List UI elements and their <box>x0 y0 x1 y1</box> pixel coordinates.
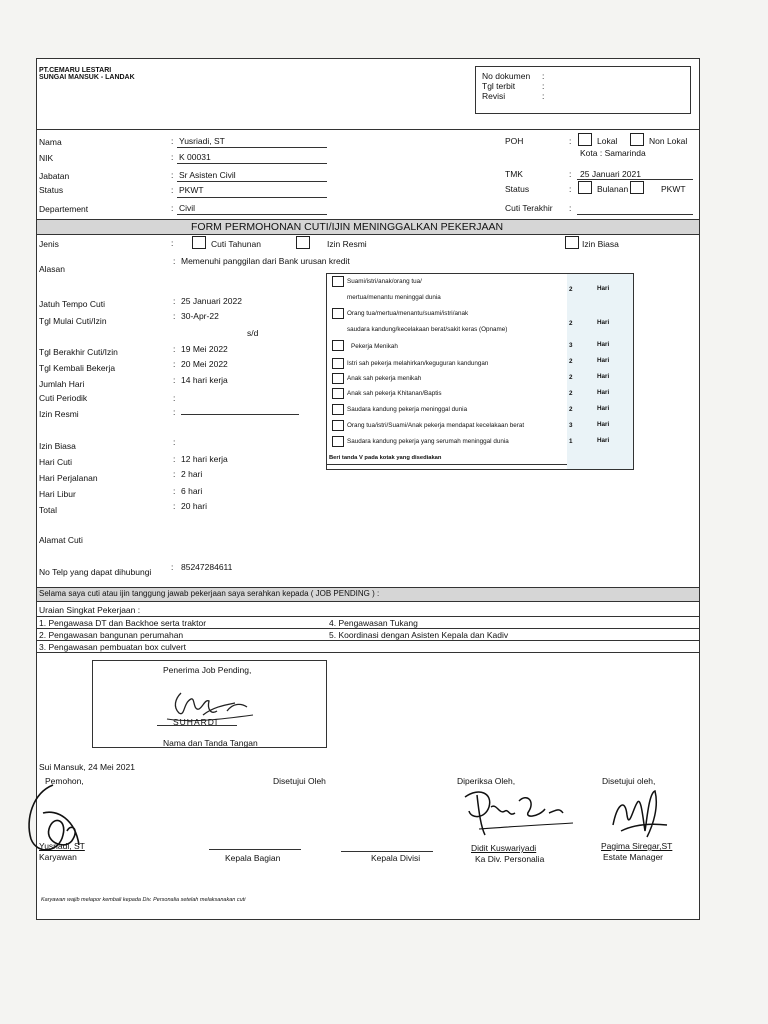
hari-label: Hari <box>597 421 610 428</box>
underline <box>157 725 237 726</box>
reason-text: Anak sah pekerja menikah <box>347 375 422 382</box>
colon: : <box>173 486 176 496</box>
tmk-value: 25 Januari 2021 <box>580 169 641 179</box>
colon: : <box>173 437 176 447</box>
penerima-box <box>92 660 327 748</box>
reason-text: Suami/istri/anak/orang tua/ <box>347 278 422 285</box>
divider <box>37 628 699 629</box>
signer-5-name: Pagima Siregar,ST <box>601 841 673 851</box>
colon: : <box>542 81 545 91</box>
leave-form-page <box>36 58 700 920</box>
colon: : <box>171 238 174 248</box>
reason-checkbox[interactable] <box>332 358 344 369</box>
total-label: Total <box>39 505 57 515</box>
tgl-mulai-value: 30-Apr-22 <box>181 311 219 321</box>
disetujui2-label: Disetujui oleh, <box>602 776 656 786</box>
reason-text: saudara kandung/kecelakaan berat/sakit keras (Opname) <box>347 326 508 333</box>
colon: : <box>569 169 572 179</box>
job-item: 4. Pengawasan Tukang <box>329 618 418 628</box>
penerima-label: Penerima Job Pending, <box>163 665 252 675</box>
footer-note: Karyawan wajib melapor kembali kepada Div. Personalia setelah melaksanakan cuti <box>41 897 246 903</box>
departement-value: Civil <box>179 203 196 213</box>
reason-checkbox[interactable] <box>332 388 344 399</box>
diperiksa-label: Diperiksa Oleh, <box>457 776 516 786</box>
signer-5-role: Estate Manager <box>603 852 664 862</box>
hari-cuti-value: 12 hari kerja <box>181 454 228 464</box>
jenis-label: Jenis <box>39 239 59 249</box>
pkwt-checkbox[interactable] <box>630 181 644 194</box>
signature-line <box>209 849 301 850</box>
nama-value: Yusriadi, ST <box>179 136 225 146</box>
underline <box>577 179 693 180</box>
signer-3-role: Kepala Divisi <box>371 853 421 863</box>
disetujui-label: Disetujui Oleh <box>273 776 326 786</box>
izin-biasa-field-label: Izin Biasa <box>39 441 76 451</box>
job-item: 3. Pengawasan pembuatan box culvert <box>39 642 186 652</box>
kota-value: Kota : Samarinda <box>580 148 646 158</box>
form-title: FORM PERMOHONAN CUTI/IJIN MENINGGALKAN PEKERJAAN <box>191 221 504 233</box>
penerima-name: SUHARDI <box>173 717 219 727</box>
signature-line <box>341 851 433 852</box>
nik-value: K 00031 <box>179 152 211 162</box>
izin-resmi-table <box>326 273 634 470</box>
hari-label: Hari <box>597 373 610 380</box>
jabatan-label: Jabatan <box>39 171 70 181</box>
underline <box>177 214 327 215</box>
uraian-label: Uraian Singkat Pekerjaan : <box>39 605 141 615</box>
colon: : <box>171 203 174 213</box>
alasan-label: Alasan <box>39 264 65 274</box>
reason-text: Saudara kandung pekerja meninggal dunia <box>347 406 468 413</box>
non-lokal-checkbox[interactable] <box>630 133 644 146</box>
nik-label: NIK <box>39 153 54 163</box>
job-item: 2. Pengawasan bangunan perumahan <box>39 630 184 640</box>
reason-text: mertua/menantu meninggal dunia <box>347 294 441 301</box>
reason-text: Orang tua/istri/Suami/Anak pekerja mendapat kecelakaan berat <box>347 422 525 429</box>
reason-text: Anak sah pekerja Khitanan/Baptis <box>347 390 442 397</box>
hari-label: Hari <box>597 357 610 364</box>
colon: : <box>171 185 174 195</box>
reason-checkbox[interactable] <box>332 373 344 384</box>
reason-text: Istri sah pekerja melahirkan/keguguran kandungan <box>347 360 489 367</box>
signer-1-name: Yusriadi, ST <box>39 841 85 851</box>
reason-days: 2 <box>569 374 573 381</box>
divider <box>37 129 699 130</box>
alasan-value: Memenuhi panggilan dari Bank urusan kredit <box>181 256 350 266</box>
status-value: PKWT <box>179 185 204 195</box>
izin-resmi-field-label: Izin Resmi <box>39 409 79 419</box>
divider <box>37 640 699 641</box>
reason-checkbox[interactable] <box>332 420 344 431</box>
signer-1-role: Karyawan <box>39 852 77 862</box>
alamat-cuti-label: Alamat Cuti <box>39 535 83 545</box>
colon: : <box>173 501 176 511</box>
colon: : <box>569 203 572 213</box>
izin-resmi-label: Izin Resmi <box>327 239 367 249</box>
hari-label: Hari <box>597 341 610 348</box>
reason-days: 3 <box>569 342 573 349</box>
hari-libur-value: 6 hari <box>181 486 203 496</box>
colon: : <box>171 170 174 180</box>
underline <box>327 464 567 465</box>
cuti-tahunan-label: Cuti Tahunan <box>211 239 261 249</box>
reason-days: 3 <box>569 422 573 429</box>
colon: : <box>173 359 176 369</box>
tgl-berakhir-label: Tgl Berakhir Cuti/Izin <box>39 347 118 357</box>
underline <box>177 163 327 164</box>
izin-resmi-checkbox[interactable] <box>296 236 310 249</box>
underline <box>177 181 327 182</box>
place-date: Sui Mansuk, 24 Mei 2021 <box>39 762 135 772</box>
colon: : <box>173 296 176 306</box>
job-pending-band <box>37 587 699 602</box>
reason-days: 2 <box>569 286 573 293</box>
lokal-checkbox[interactable] <box>578 133 592 146</box>
hari-label: Hari <box>597 389 610 396</box>
tgl-terbit-label: Tgl terbit <box>482 81 516 91</box>
departement-label: Departement <box>39 204 89 214</box>
approver-signature <box>603 785 683 847</box>
table-note: Beri tanda V pada kotak yang disediakan <box>329 455 442 461</box>
jumlah-hari-label: Jumlah Hari <box>39 379 85 389</box>
company-site: SUNGAI MANSUK - LANDAK <box>39 74 135 81</box>
hari-perjalanan-label: Hari Perjalanan <box>39 473 98 483</box>
jumlah-hari-value: 14 hari kerja <box>181 375 228 385</box>
bulanan-checkbox[interactable] <box>578 181 592 194</box>
hari-perjalanan-value: 2 hari <box>181 469 203 479</box>
reason-days: 2 <box>569 406 573 413</box>
hari-label: Hari <box>597 405 610 412</box>
colon: : <box>173 407 176 417</box>
reason-days: 1 <box>569 438 573 445</box>
colon: : <box>171 136 174 146</box>
jatuh-tempo-value: 25 Januari 2022 <box>181 296 242 306</box>
reason-checkbox[interactable] <box>332 436 344 447</box>
colon: : <box>173 256 176 266</box>
total-value: 20 hari <box>181 501 207 511</box>
reason-checkbox[interactable] <box>332 308 344 319</box>
diperiksa-signature <box>459 783 585 843</box>
no-dokumen-label: No dokumen <box>482 71 531 81</box>
reason-days: 2 <box>569 390 573 397</box>
signer-2-role: Kepala Bagian <box>225 853 281 863</box>
telp-value: 85247284611 <box>181 562 233 572</box>
jatuh-tempo-label: Jatuh Tempo Cuti <box>39 299 105 309</box>
izin-biasa-checkbox[interactable] <box>565 236 579 249</box>
jabatan-value: Sr Asisten Civil <box>179 170 236 180</box>
colon: : <box>173 454 176 464</box>
nama-ttd-label: Nama dan Tanda Tangan <box>163 738 258 748</box>
revisi-label: Revisi <box>482 91 506 101</box>
tgl-kembali-value: 20 Mei 2022 <box>181 359 228 369</box>
colon: : <box>173 393 176 403</box>
poh-label: POH <box>505 136 524 146</box>
job-item: 1. Pengawasa DT dan Backhoe serta traktor <box>39 618 207 628</box>
reason-days: 2 <box>569 358 573 365</box>
reason-text: Pekerja Menikah <box>351 343 398 350</box>
cuti-tahunan-checkbox[interactable] <box>192 236 206 249</box>
document-info-box <box>475 66 691 114</box>
hari-label: Hari <box>597 437 610 444</box>
pemohon-label: Pemohon, <box>45 776 84 786</box>
colon: : <box>173 344 176 354</box>
divider <box>37 616 699 617</box>
izin-biasa-label: Izin Biasa <box>582 239 619 249</box>
lokal-label: Lokal <box>597 136 618 146</box>
status-label: Status <box>39 185 64 195</box>
sd-text: s/d <box>247 328 259 338</box>
hari-cuti-label: Hari Cuti <box>39 457 73 467</box>
cuti-periodik-label: Cuti Periodik <box>39 393 88 403</box>
reason-checkbox[interactable] <box>332 404 344 415</box>
nama-label: Nama <box>39 137 62 147</box>
underline <box>577 214 693 215</box>
pkwt-label: PKWT <box>661 184 686 194</box>
colon: : <box>173 469 176 479</box>
reason-text: Saudara kandung pekerja yang serumah meninggal dunia <box>347 438 509 445</box>
underline <box>181 414 299 415</box>
hari-label: Hari <box>597 285 610 292</box>
status-right-label: Status <box>505 184 530 194</box>
reason-text: Orang tua/mertua/menantu/suami/istri/anak <box>347 310 469 317</box>
reason-checkbox[interactable] <box>332 276 344 287</box>
hari-libur-label: Hari Libur <box>39 489 76 499</box>
telp-label: No Telp yang dapat dihubungi <box>39 567 152 577</box>
tgl-kembali-label: Tgl Kembali Bekerja <box>39 363 116 373</box>
underline <box>177 197 327 198</box>
signer-4-name: Didit Kuswariyadi <box>471 843 537 853</box>
company-name: PT.CEMARU LESTARI <box>39 67 112 74</box>
signer-4-role: Ka Div. Personalia <box>475 854 545 864</box>
underline <box>177 147 327 148</box>
job-pending-header: Selama saya cuti atau ijin tanggung jawab pekerjaan saya serahkan kepada ( JOB PENDING ) : <box>39 589 380 598</box>
form-title-band <box>37 219 699 235</box>
non-lokal-label: Non Lokal <box>649 136 688 146</box>
colon: : <box>171 152 174 162</box>
tmk-label: TMK <box>505 169 523 179</box>
colon: : <box>173 311 176 321</box>
colon: : <box>173 375 176 385</box>
cuti-terakhir-label: Cuti Terakhir <box>505 203 553 213</box>
reason-days: 2 <box>569 320 573 327</box>
colon: : <box>542 71 545 81</box>
divider <box>37 652 699 653</box>
colon: : <box>542 91 545 101</box>
hari-label: Hari <box>597 319 610 326</box>
colon: : <box>569 136 572 146</box>
bulanan-label: Bulanan <box>597 184 629 194</box>
tgl-mulai-label: Tgl Mulai Cuti/Izin <box>39 316 107 326</box>
tgl-berakhir-value: 19 Mei 2022 <box>181 344 228 354</box>
colon: : <box>171 562 174 572</box>
reason-checkbox[interactable] <box>332 340 344 351</box>
colon: : <box>569 184 572 194</box>
job-item: 5. Koordinasi dengan Asisten Kepala dan Kadiv <box>329 630 509 640</box>
